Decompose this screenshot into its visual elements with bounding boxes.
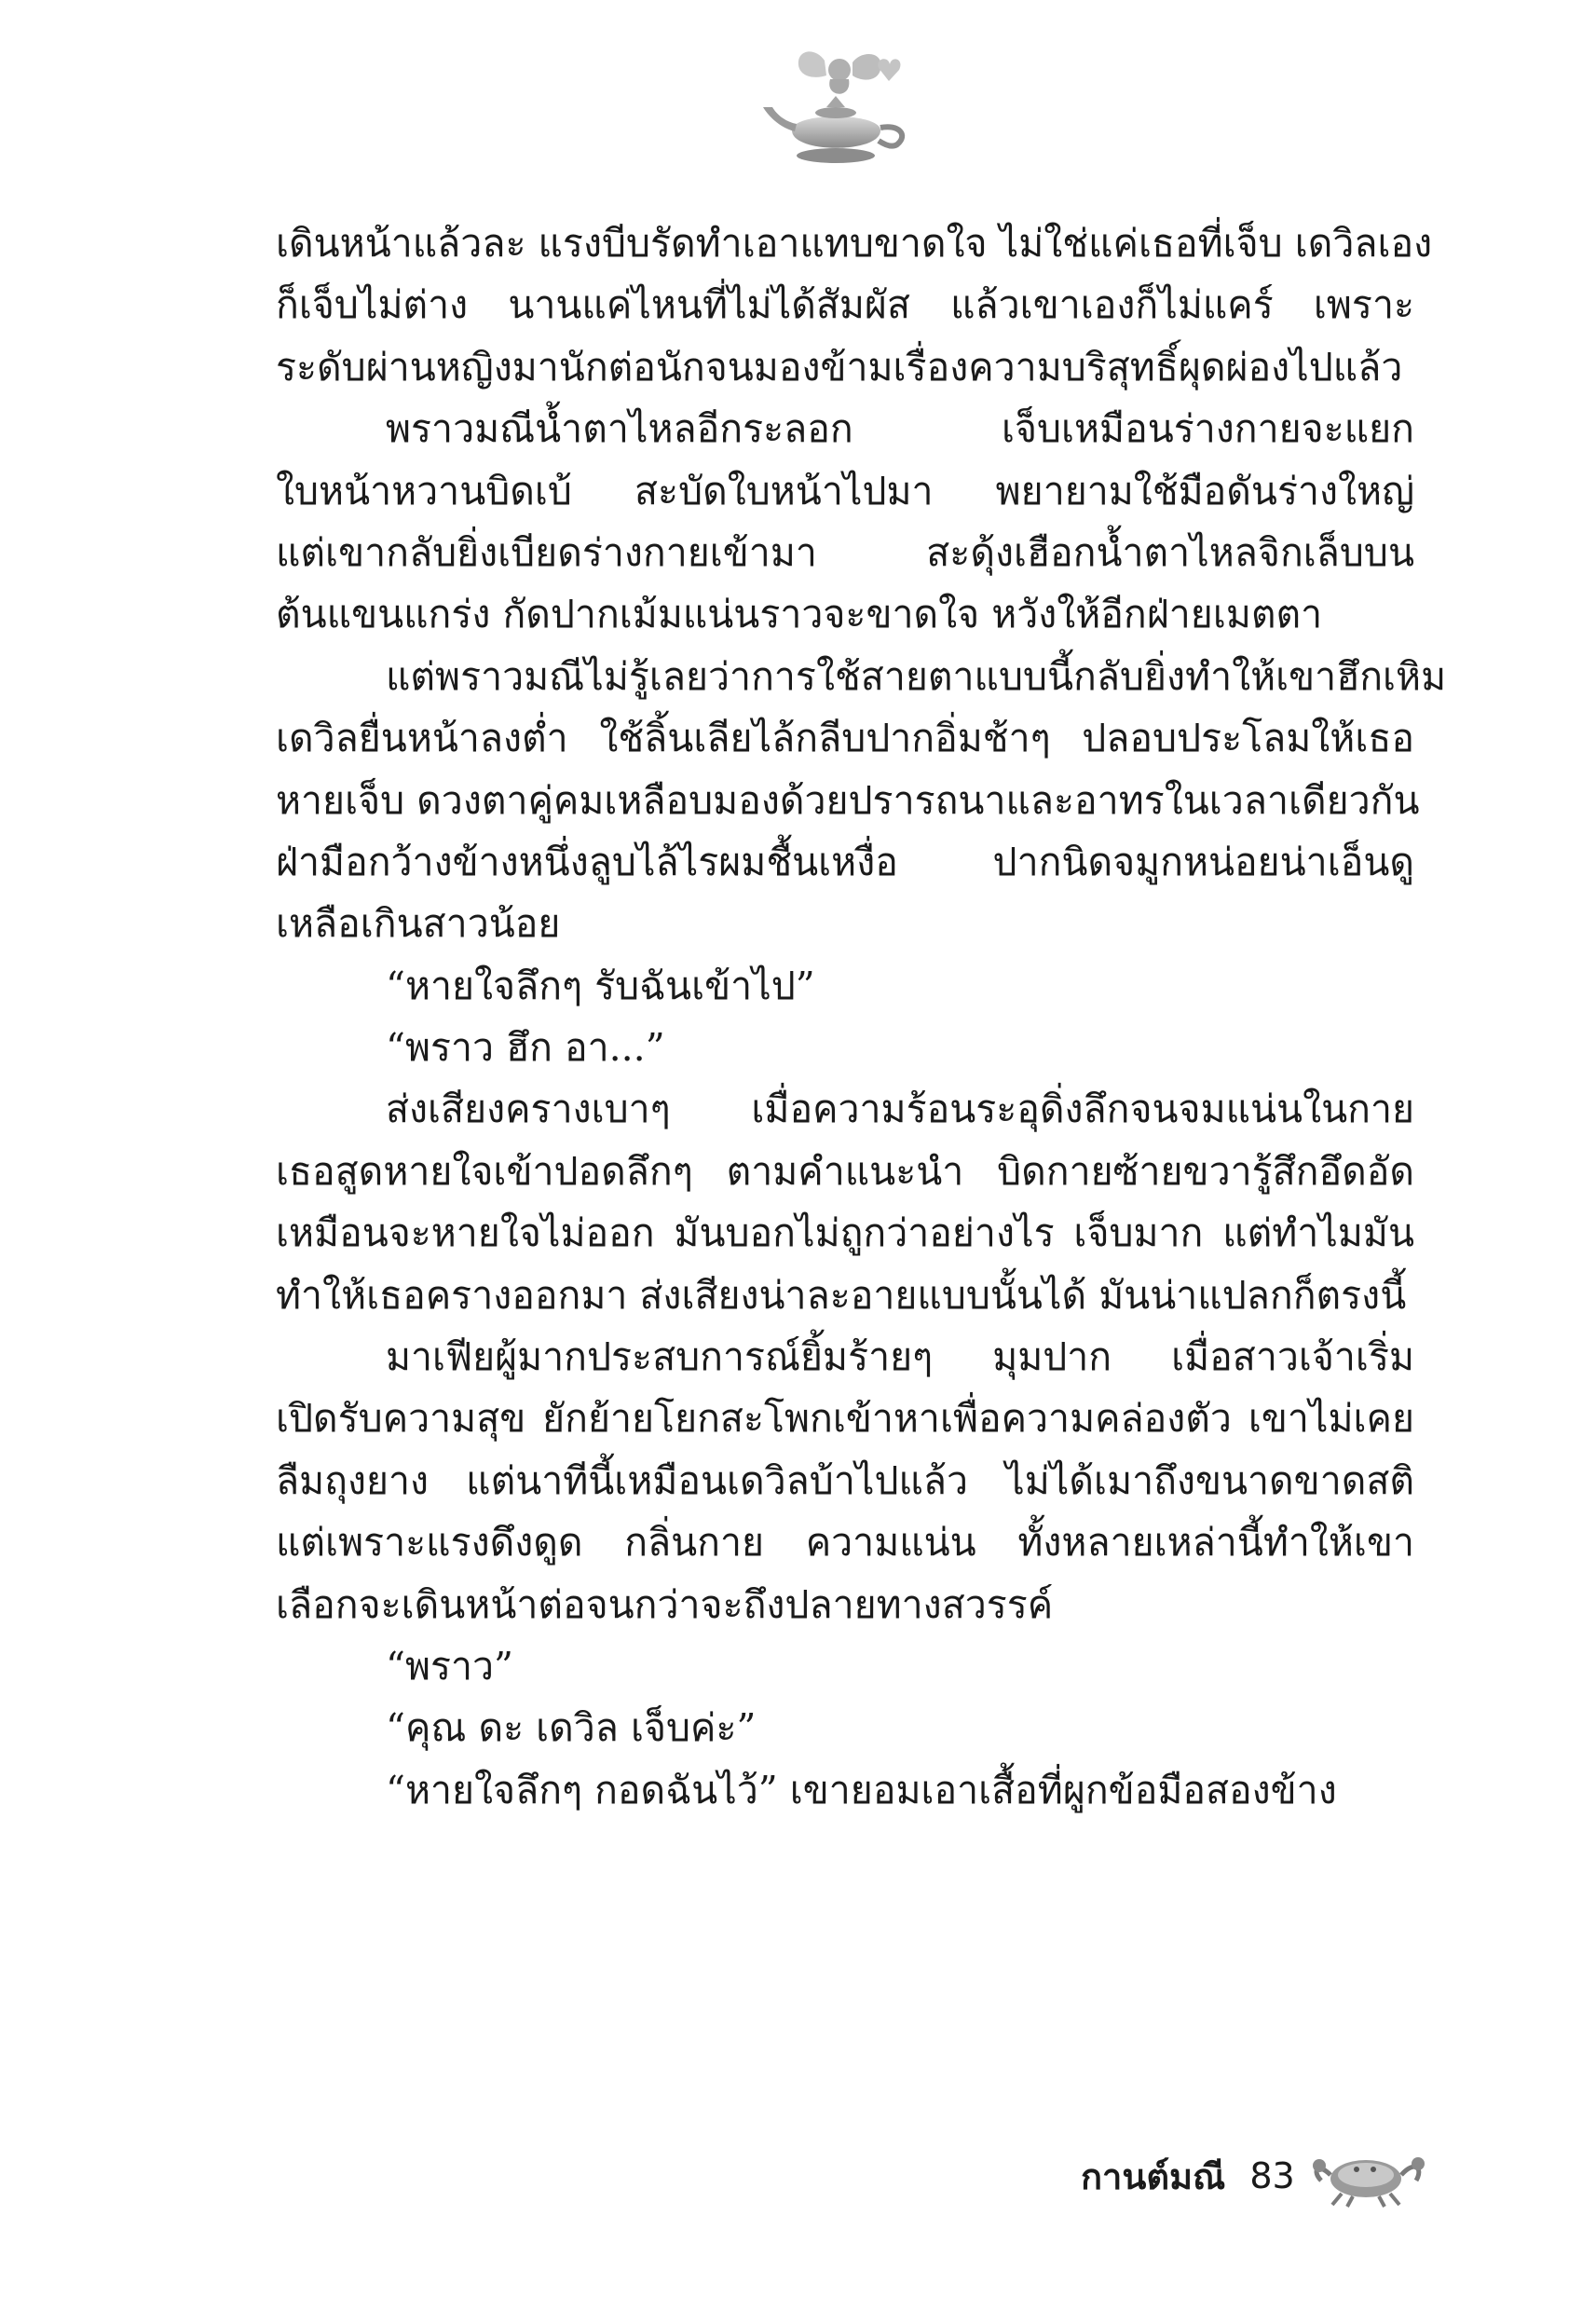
text-line: เลือกจะเดินหน้าต่อจนกว่าจะถึงปลายทางสวรรค์ <box>276 1581 1054 1627</box>
text-line: “พราว ฮึก อา...” <box>386 1025 665 1071</box>
text-line: แต่เพราะแรงดึงดูด กลิ่นกาย ความแน่น ทั้งหลายเหล่านี้ทำให้เขา <box>276 1520 1414 1566</box>
text-line: “หายใจลึกๆ รับฉันเข้าไป” <box>386 963 815 1008</box>
text-line: เดวิลยื่นหน้าลงต่ำ ใช้ลิ้นเลียไล้กลีบปากอิ่มช้าๆ ปลอบประโลมให้เธอ <box>276 716 1414 761</box>
text-line: พราวมณีน้ำตาไหลอีกระลอก เจ็บเหมือนร่างกายจะแยก <box>386 406 1414 452</box>
text-line: เธอสูดหายใจเข้าปอดลึกๆ ตามคำแนะนำ บิดกายซ้ายขวารู้สึกอึดอัด <box>276 1148 1414 1194</box>
text-line: ส่งเสียงครางเบาๆ เมื่อความร้อนระอุดิ่งลึกจนจมแน่นในกาย <box>386 1087 1414 1132</box>
text-line: ใบหน้าหวานบิดเบ้ สะบัดใบหน้าไปมา พยายามใช้มือดันร่างใหญ่ <box>276 468 1414 513</box>
text-line: ทำให้เธอครางออกมา ส่งเสียงน่าละอายแบบนั้นได้ มันน่าแปลกก็ตรงนี้ <box>276 1272 1407 1318</box>
text-line: “หายใจลึกๆ กอดฉันไว้” เขายอมเอาเสื้อที่ผูกข้อมือสองข้าง <box>386 1767 1337 1812</box>
text-line: เหมือนจะหายใจไม่ออก มันบอกไม่ถูกว่าอย่างไร เจ็บมาก แต่ทำไมมัน <box>276 1210 1414 1256</box>
text-line: เปิดรับความสุข ยักย้ายโยกสะโพกเข้าหาเพื่อความคล่องตัว เขาไม่เคย <box>276 1396 1414 1442</box>
text-line: “คุณ ดะ เดวิล เจ็บค่ะ” <box>386 1705 757 1751</box>
text-line: หายเจ็บ ดวงตาคู่คมเหลือบมองด้วยปรารถนาและอาทรในเวลาเดียวกัน <box>276 777 1420 823</box>
text-line: ก็เจ็บไม่ต่าง นานแค่ไหนที่ไม่ได้สัมผัส แล้วเขาเองก็ไม่แคร์ เพราะ <box>276 282 1414 328</box>
text-line: ลืมถุงยาง แต่นาทีนี้เหมือนเดวิลบ้าไปแล้ว ไม่ได้เมาถึงขนาดขาดสติ <box>276 1457 1414 1503</box>
book-title: กานต์มณี <box>1081 2155 1226 2197</box>
text-line: เหลือเกินสาวน้อย <box>276 901 561 947</box>
body-text <box>276 212 1447 1821</box>
text-line: มาเฟียผู้มากประสบการณ์ยิ้มร้ายๆ มุมปาก เมื่อสาวเจ้าเริ่ม <box>386 1334 1414 1380</box>
cupid-teapot-ornament-icon <box>759 42 918 182</box>
text-line: แต่เขากลับยิ่งเบียดร่างกายเข้ามา สะดุ้งเฮือกน้ำตาไหลจิกเล็บบน <box>276 529 1414 575</box>
text-line: ต้นแขนแกร่ง กัดปากเม้มแน่นราวจะขาดใจ หวังให้อีกฝ่ายเมตตา <box>276 592 1323 637</box>
text-line: แต่พราวมณีไม่รู้เลยว่าการใช้สายตาแบบนี้กลับยิ่งทำให้เขาฮึกเหิม <box>386 653 1447 699</box>
text-line: ระดับผ่านหญิงมานักต่อนักจนมองข้ามเรื่องความบริสุทธิ์ผุดผ่องไปแล้ว <box>276 344 1403 390</box>
page-footer <box>1081 2143 1429 2208</box>
page-number: 83 <box>1249 2155 1295 2196</box>
text-line: เดินหน้าแล้วละ แรงบีบรัดทำเอาแทบขาดใจ ไม่ใช่แค่เธอที่เจ็บ เดวิลเอง <box>276 221 1433 266</box>
crab-ornament-icon <box>1308 2143 1429 2208</box>
text-line: ฝ่ามือกว้างข้างหนึ่งลูบไล้ไรผมชื้นเหงื่อ ปากนิดจมูกหน่อยน่าเอ็นดู <box>276 839 1414 884</box>
text-line: “พราว” <box>386 1643 514 1689</box>
